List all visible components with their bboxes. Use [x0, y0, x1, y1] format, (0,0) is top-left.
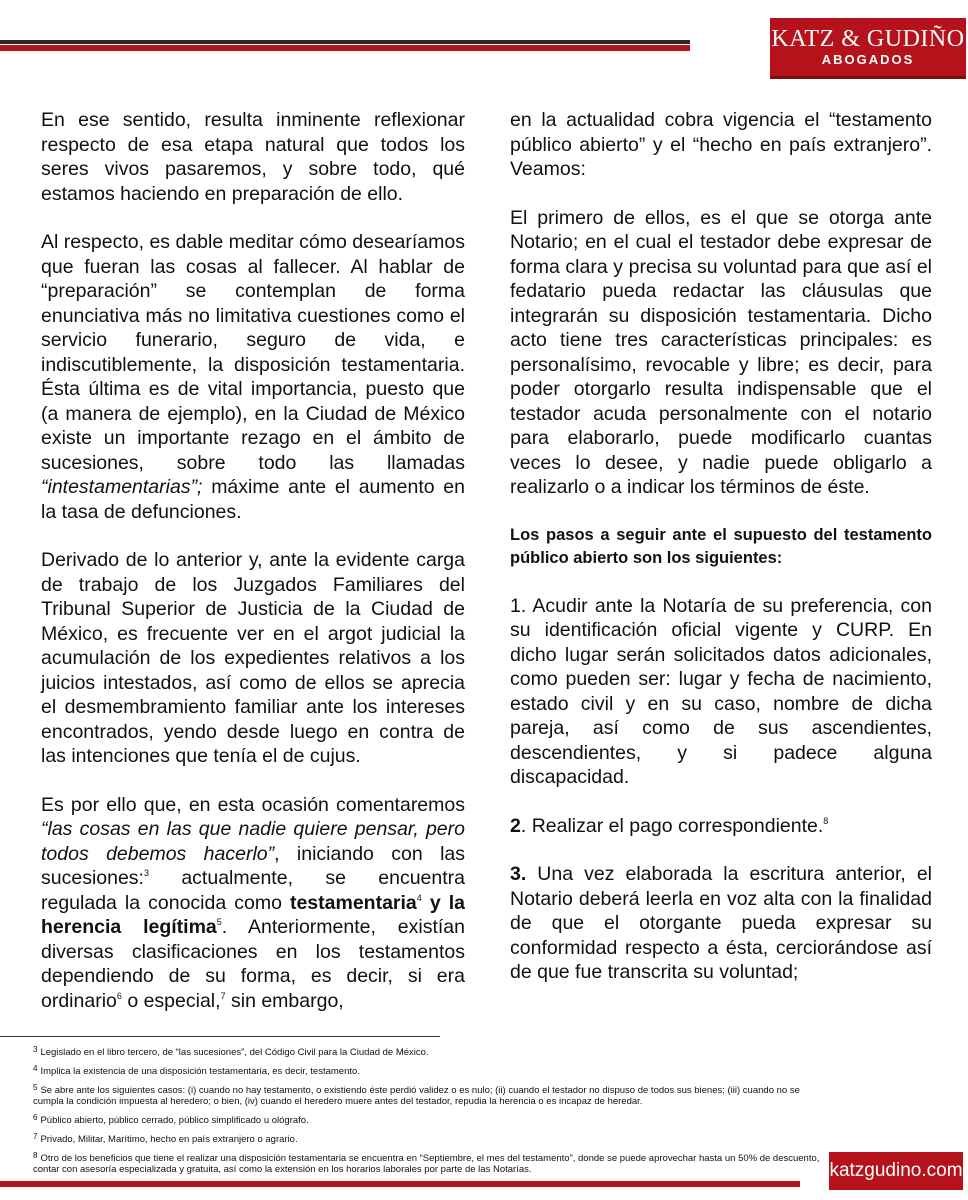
- footnote-divider: [0, 1036, 440, 1037]
- step-item: [510, 814, 932, 839]
- footnote-number: 4: [33, 1064, 38, 1073]
- text-run: sin embargo,: [225, 989, 344, 1012]
- footnote-ref: 6: [116, 990, 122, 1001]
- header-rule-dark: [0, 40, 690, 44]
- text-run: . Realizar el pago correspondiente.: [520, 814, 824, 837]
- bold-text: testamentaria: [289, 891, 417, 914]
- footnote-ref: 7: [220, 990, 226, 1001]
- footnote-text: Implica la existencia de una disposición testamentaria, es decir, testamento.: [40, 1066, 360, 1077]
- italic-text: “intestamentarias”;: [41, 476, 203, 498]
- bold-text: y la herencia legítima: [41, 891, 465, 938]
- footnote-text: Legislado en el libro tercero, de “las sucesiones”, del Código Civil para la Ciudad de México.: [40, 1047, 429, 1058]
- text-run: o especial,: [121, 989, 221, 1012]
- text-run: Al respecto, es dable meditar cómo desearíamos que fueran las cosas al fallecer. Al hablar de “preparación” se contemplan de forma enunciativa más no limitativa cuestiones como el servicio funerario, seguro de vida, e indiscutiblemente, la disposición testamentaria. Ésta última es de vital importancia, puesto que (a manera de ejemplo), en la Ciudad de México existe un importante rezago en el ámbito de sucesiones, sobre todo las llamadas: [41, 231, 465, 474]
- text-run: Es por ello que, en esta ocasión comentaremos: [41, 793, 465, 816]
- left-column: [41, 108, 465, 1037]
- text-run: , iniciando con las sucesiones:: [41, 842, 465, 889]
- paragraph: En ese sentido, resulta inminente reflexionar respecto de esa etapa natural que todos los seres vivos pasaremos, y sobre todo, qué estamos haciendo en preparación de ello.: [41, 109, 465, 205]
- footnote-text: Público abierto, público cerrado, público simplificado u ológrafo.: [40, 1115, 309, 1126]
- paragraph: [41, 230, 465, 524]
- step-number: 3.: [510, 863, 527, 885]
- paragraph: Derivado de lo anterior y, ante la evidente carga de trabajo de los Juzgados Familiares del Tribunal Superior de Justicia de la Ciudad de México, es frecuente ver en el argot judicial la acumulación de los expedientes relativos a los juicios intestados, así como de ellos se aprecia el desmembramiento familiar ante los intereses encontrados, yendo desde luego en contra de las intenciones que tenía el de cujus.: [41, 549, 465, 767]
- footnote-number: 6: [33, 1113, 38, 1122]
- footnote-item: [33, 1063, 823, 1077]
- footnote-item: [33, 1131, 823, 1145]
- paragraph: [41, 793, 465, 1014]
- header-rule-red: [0, 45, 690, 51]
- footnote-item: [33, 1044, 823, 1058]
- footnote-number: 5: [33, 1083, 38, 1092]
- footnotes: [33, 1044, 823, 1180]
- paragraph: en la actualidad cobra vigencia el “testamento público abierto” y el “hecho en país extranjero”. Veamos:: [510, 109, 932, 180]
- footnote-item: [33, 1150, 823, 1175]
- step-number: 2: [510, 814, 521, 837]
- text-run: actualmente, se encuentra regulada la conocida como: [41, 867, 465, 914]
- paragraph: El primero de ellos, es el que se otorga ante Notario; en el cual el testador debe expresar de forma clara y precisa su voluntad para que así el fedatario pueda redactar las cláusulas que integrarán su disposición testamentaria. Dicho acto tiene tres características principales: es personalísimo, revocable y libre; es decir, para poder otorgarlo resulta indispensable que el testador acuda personalmente con el notario para elaborarlo, puede modificarlo cuantas veces lo desee, y nadie puede obligarlo a realizarlo o a indicar los términos de éste.: [510, 206, 932, 498]
- footnote-item: [33, 1112, 823, 1126]
- right-column: [510, 108, 932, 1009]
- logo-firm-name: KATZ & GUDIÑO: [771, 26, 965, 52]
- italic-text: “las cosas en las que nadie quiere pensar, pero todos debemos hacerlo”: [41, 818, 465, 865]
- firm-logo: [770, 18, 966, 79]
- footnote-text: Privado, Militar, Marítimo, hecho en país extranjero o agrario.: [40, 1134, 298, 1145]
- footnote-number: 3: [33, 1045, 38, 1054]
- footnote-number: 8: [33, 1151, 38, 1160]
- footnote-ref: 3: [143, 868, 149, 878]
- text-run: Una vez elaborada la escritura anterior, el Notario deberá leerla en voz alta con la finalidad de que el otorgante pueda expresar su conformidad respecto a ésta, cerciorándose así de que fue transcrita su voluntad;: [510, 863, 932, 983]
- footnote-ref: 4: [416, 892, 422, 903]
- footnote-item: [33, 1082, 823, 1107]
- footnote-number: 7: [33, 1132, 38, 1141]
- footnote-text: Otro de los beneficios que tiene el realizar una disposición testamentaria se encuentra en “Septiembre, el mes del testamento”, donde se puede aprovechar hasta un 50% de descuento, contar con asesoría especializada y gratuita, así como la extensión en los horarios laborales por parte de las Notarías.: [33, 1153, 820, 1175]
- footer-rule-red: [0, 1181, 800, 1187]
- text-run: . Anteriormente, existían diversas clasificaciones en los testamentos dependiendo de su forma, es decir, si era ordinario: [41, 916, 465, 1012]
- website-link[interactable]: katzgudino.com: [829, 1152, 963, 1190]
- footnote-ref: 8: [823, 815, 829, 826]
- step-item: [510, 862, 932, 985]
- footnote-ref: 5: [216, 917, 222, 927]
- logo-subtitle: ABOGADOS: [821, 52, 915, 67]
- section-heading: Los pasos a seguir ante el supuesto del testamento público abierto son los siguientes:: [510, 525, 932, 567]
- footnote-text: Se abre ante los siguientes casos: (i) cuando no hay testamento, o existiendo éste perdió validez o es nulo; (ii) cuando el testador no dispuso de todos sus bienes; (iii) cuando no se cumpla la condición impuesta al heredero; o bien, (iv) cuando el heredero muere antes del testador, repudia la herencia o es incapaz de heredar.: [33, 1085, 800, 1107]
- step-item: 1. Acudir ante la Notaría de su preferencia, con su identificación oficial vigente y CURP. En dicho lugar serán solicitados datos adicionales, como pueden ser: lugar y fecha de nacimiento, estado civil y en su caso, nombre de dicha pareja, así como de sus ascendientes, descendientes, y si padece alguna discapacidad.: [510, 594, 932, 788]
- text-run: máxime ante el aumento en la tasa de defunciones.: [41, 476, 465, 523]
